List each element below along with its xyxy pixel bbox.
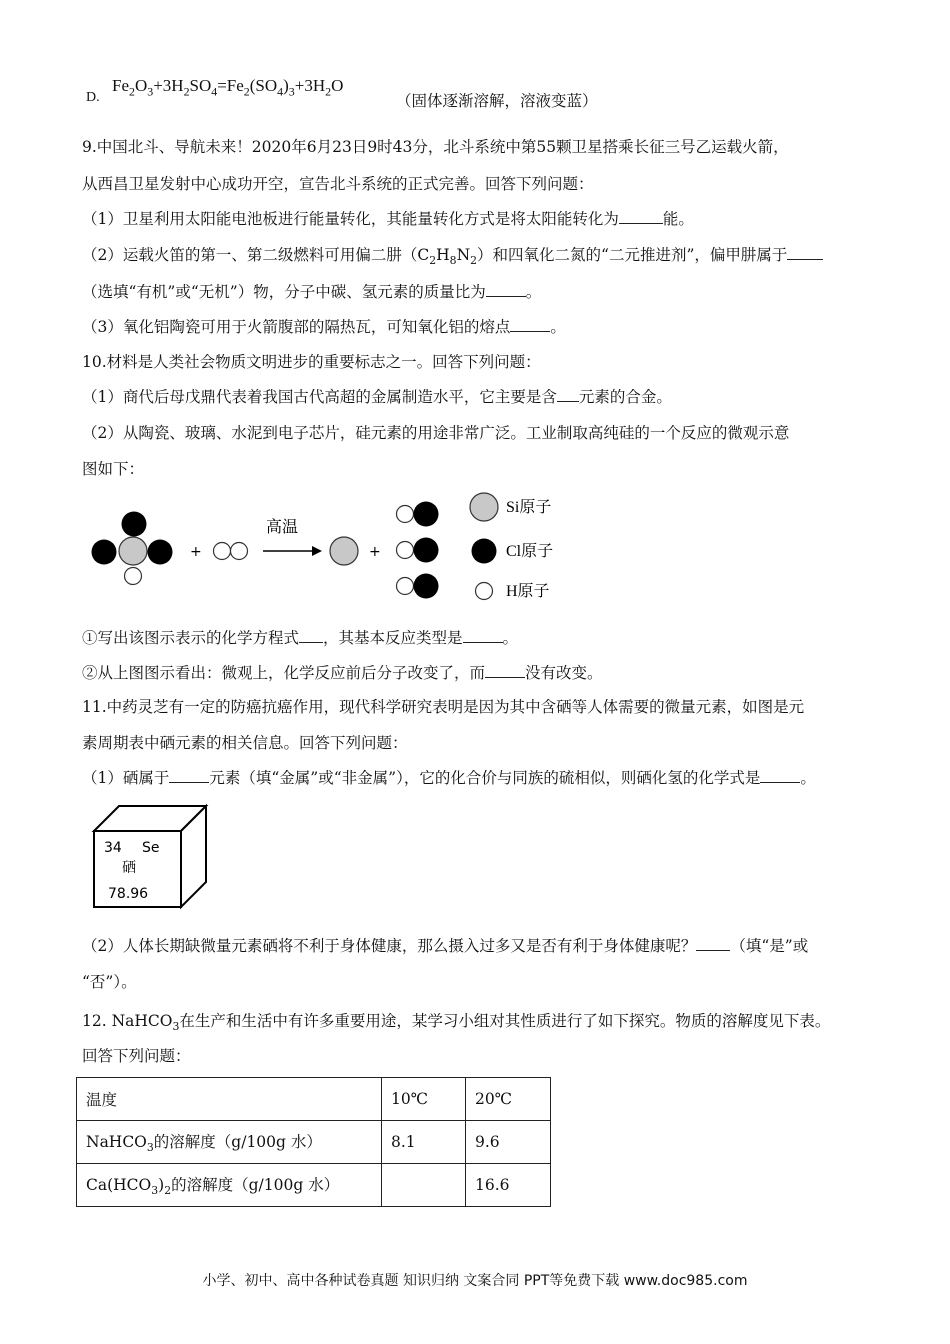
- q12-stem-line2: 回答下列问题：: [82, 1047, 191, 1065]
- answer-blank: [760, 768, 800, 783]
- legend-si-label: Si原子: [506, 499, 552, 516]
- q11-stem-line1: 11.中药灵芝有一定的防癌抗癌作用，现代科学研究表明是因为其中含硒等人体需要的微量元素，如图是元: [82, 698, 805, 716]
- table-cell: [382, 1164, 466, 1207]
- selenium-element-card: [90, 802, 215, 912]
- q9-part3: （3）氧化铝陶瓷可用于火箭腹部的隔热瓦，可知氧化铝的熔点 。: [82, 318, 566, 336]
- answer-blank: [696, 936, 730, 951]
- q9-stem-line1: 9.中国北斗、导航未来！2020年6月23日9时43分，北斗系统中第55颗卫星搭乘长征三号乙运载火箭，: [82, 138, 789, 156]
- q10-part1: （1）商代后母戊鼎代表着我国古代高超的金属制造水平，它主要是含 元素的合金。: [82, 388, 672, 406]
- table-header-cell: 温度: [77, 1078, 382, 1121]
- reactant-molecule-h2: [214, 543, 248, 560]
- q10-part2-line1: （2）从陶瓷、玻璃、水泥到电子芯片，硅元素的用途非常广泛。工业制取高纯硅的一个反应的微观示意: [82, 424, 790, 442]
- legend-h-label: H原子: [506, 583, 550, 600]
- legend-cl-label: Cl原子: [506, 543, 554, 560]
- cl-atom: [148, 540, 173, 565]
- product-si-atom: [330, 537, 358, 565]
- q10-part2-line2: 图如下：: [82, 460, 145, 478]
- option-d-note: （固体逐渐溶解，溶液变蓝）: [396, 92, 598, 110]
- option-d-label: D.: [86, 90, 100, 105]
- arrow-label: 高温: [266, 517, 299, 536]
- q9-part2-cont: （选填“有机”或“无机”）物，分子中碳、氢元素的质量比为 。: [82, 283, 542, 301]
- q10-stem: 10.材料是人类社会物质文明进步的重要标志之一。回答下列问题：: [82, 353, 541, 371]
- arrow-head: [312, 546, 322, 556]
- plus-sign-1: +: [190, 544, 202, 560]
- element-name: 硒: [122, 860, 136, 876]
- atomic-number: 34: [104, 840, 122, 856]
- answer-blank: [463, 628, 503, 643]
- q10-sub1: ①写出该图示表示的化学方程式 ，其基本反应类型是 。: [82, 629, 519, 647]
- answer-blank: [557, 387, 579, 402]
- h-atom: [125, 568, 142, 585]
- table-cell: NaHCO$_3$的溶解度（g/100g 水）: [77, 1121, 382, 1164]
- q9-part2: （2）运载火笛的第一、第二级燃料可用偏二肼$(C_2H_8N_2)$和四氧化二氮的“二元推进剂”，偏甲肼属于: [82, 245, 823, 271]
- table-cell: 16.6: [466, 1164, 551, 1207]
- atomic-mass: 78.96: [108, 886, 149, 902]
- answer-blank: [169, 768, 209, 783]
- answer-blank: [510, 317, 550, 332]
- solubility-table: [76, 1077, 551, 1207]
- legend-cl-icon: [472, 539, 497, 564]
- option-d-formula: $Fe_2O_3+3H_2SO_4=Fe_2(SO_4)_3+3H_2O$: [112, 76, 344, 99]
- q9-part1: （1）卫星利用太阳能电池板进行能量转化，其能量转化方式是将太阳能转化为 能。: [82, 210, 694, 228]
- si-atom: [119, 537, 147, 565]
- answer-blank: [486, 282, 526, 297]
- table-row: [77, 1078, 551, 1121]
- q11-stem-line2: 素周期表中硒元素的相关信息。回答下列问题：: [82, 734, 408, 752]
- reaction-diagram: [86, 488, 576, 613]
- element-symbol: Se: [142, 840, 160, 856]
- cl-atom: [92, 540, 117, 565]
- q12-stem-line1: 12. NaHCO$_3$在生产和生活中有许多重要用途，某学习小组对其性质进行了如下探究。物质的溶解度见下表。: [82, 1012, 831, 1034]
- legend-h-icon: [476, 583, 493, 600]
- table-header-cell: 10℃: [382, 1078, 466, 1121]
- product-hcl-molecules: [397, 502, 439, 599]
- answer-blank: [787, 245, 823, 260]
- reactant-molecule-sihcl3: [92, 512, 173, 585]
- page-footer: 小学、初中、高中各种试卷真题 知识归纳 文案合同 PPT等免费下载 www.doc985.com: [202, 1273, 748, 1289]
- q11-part2: （2）人体长期缺微量元素硒将不利于身体健康，那么摄入过多又是否有利于身体健康呢？ （填“是”或: [82, 937, 809, 955]
- table-cell: $Ca(HCO_3)_2$的溶解度（g/100g 水）: [77, 1164, 382, 1207]
- table-row: [77, 1164, 551, 1207]
- table-cell: 9.6: [466, 1121, 551, 1164]
- table-row: [77, 1121, 551, 1164]
- q10-sub2: ②从上图图示看出：微观上，化学反应前后分子改变了，而 没有改变。: [82, 664, 603, 682]
- q9-stem-line2: 从西昌卫星发射中心成功开空，宣告北斗系统的正式完善。回答下列问题：: [82, 175, 594, 193]
- cl-atom: [122, 512, 147, 537]
- h-atom: [231, 543, 248, 560]
- q11-part2-cont: “否”）。: [82, 973, 137, 991]
- answer-blank: [299, 628, 323, 643]
- h-atom: [214, 543, 231, 560]
- plus-sign-2: +: [369, 544, 381, 560]
- table-cell: 8.1: [382, 1121, 466, 1164]
- table-header-cell: 20℃: [466, 1078, 551, 1121]
- answer-blank: [619, 209, 663, 224]
- q11-part1: （1）硒属于 元素（填“金属”或“非金属”），它的化合价与同族的硫相似，则硒化氢的化学式是 。: [82, 769, 816, 787]
- answer-blank: [485, 663, 525, 678]
- legend-si-icon: [470, 493, 498, 521]
